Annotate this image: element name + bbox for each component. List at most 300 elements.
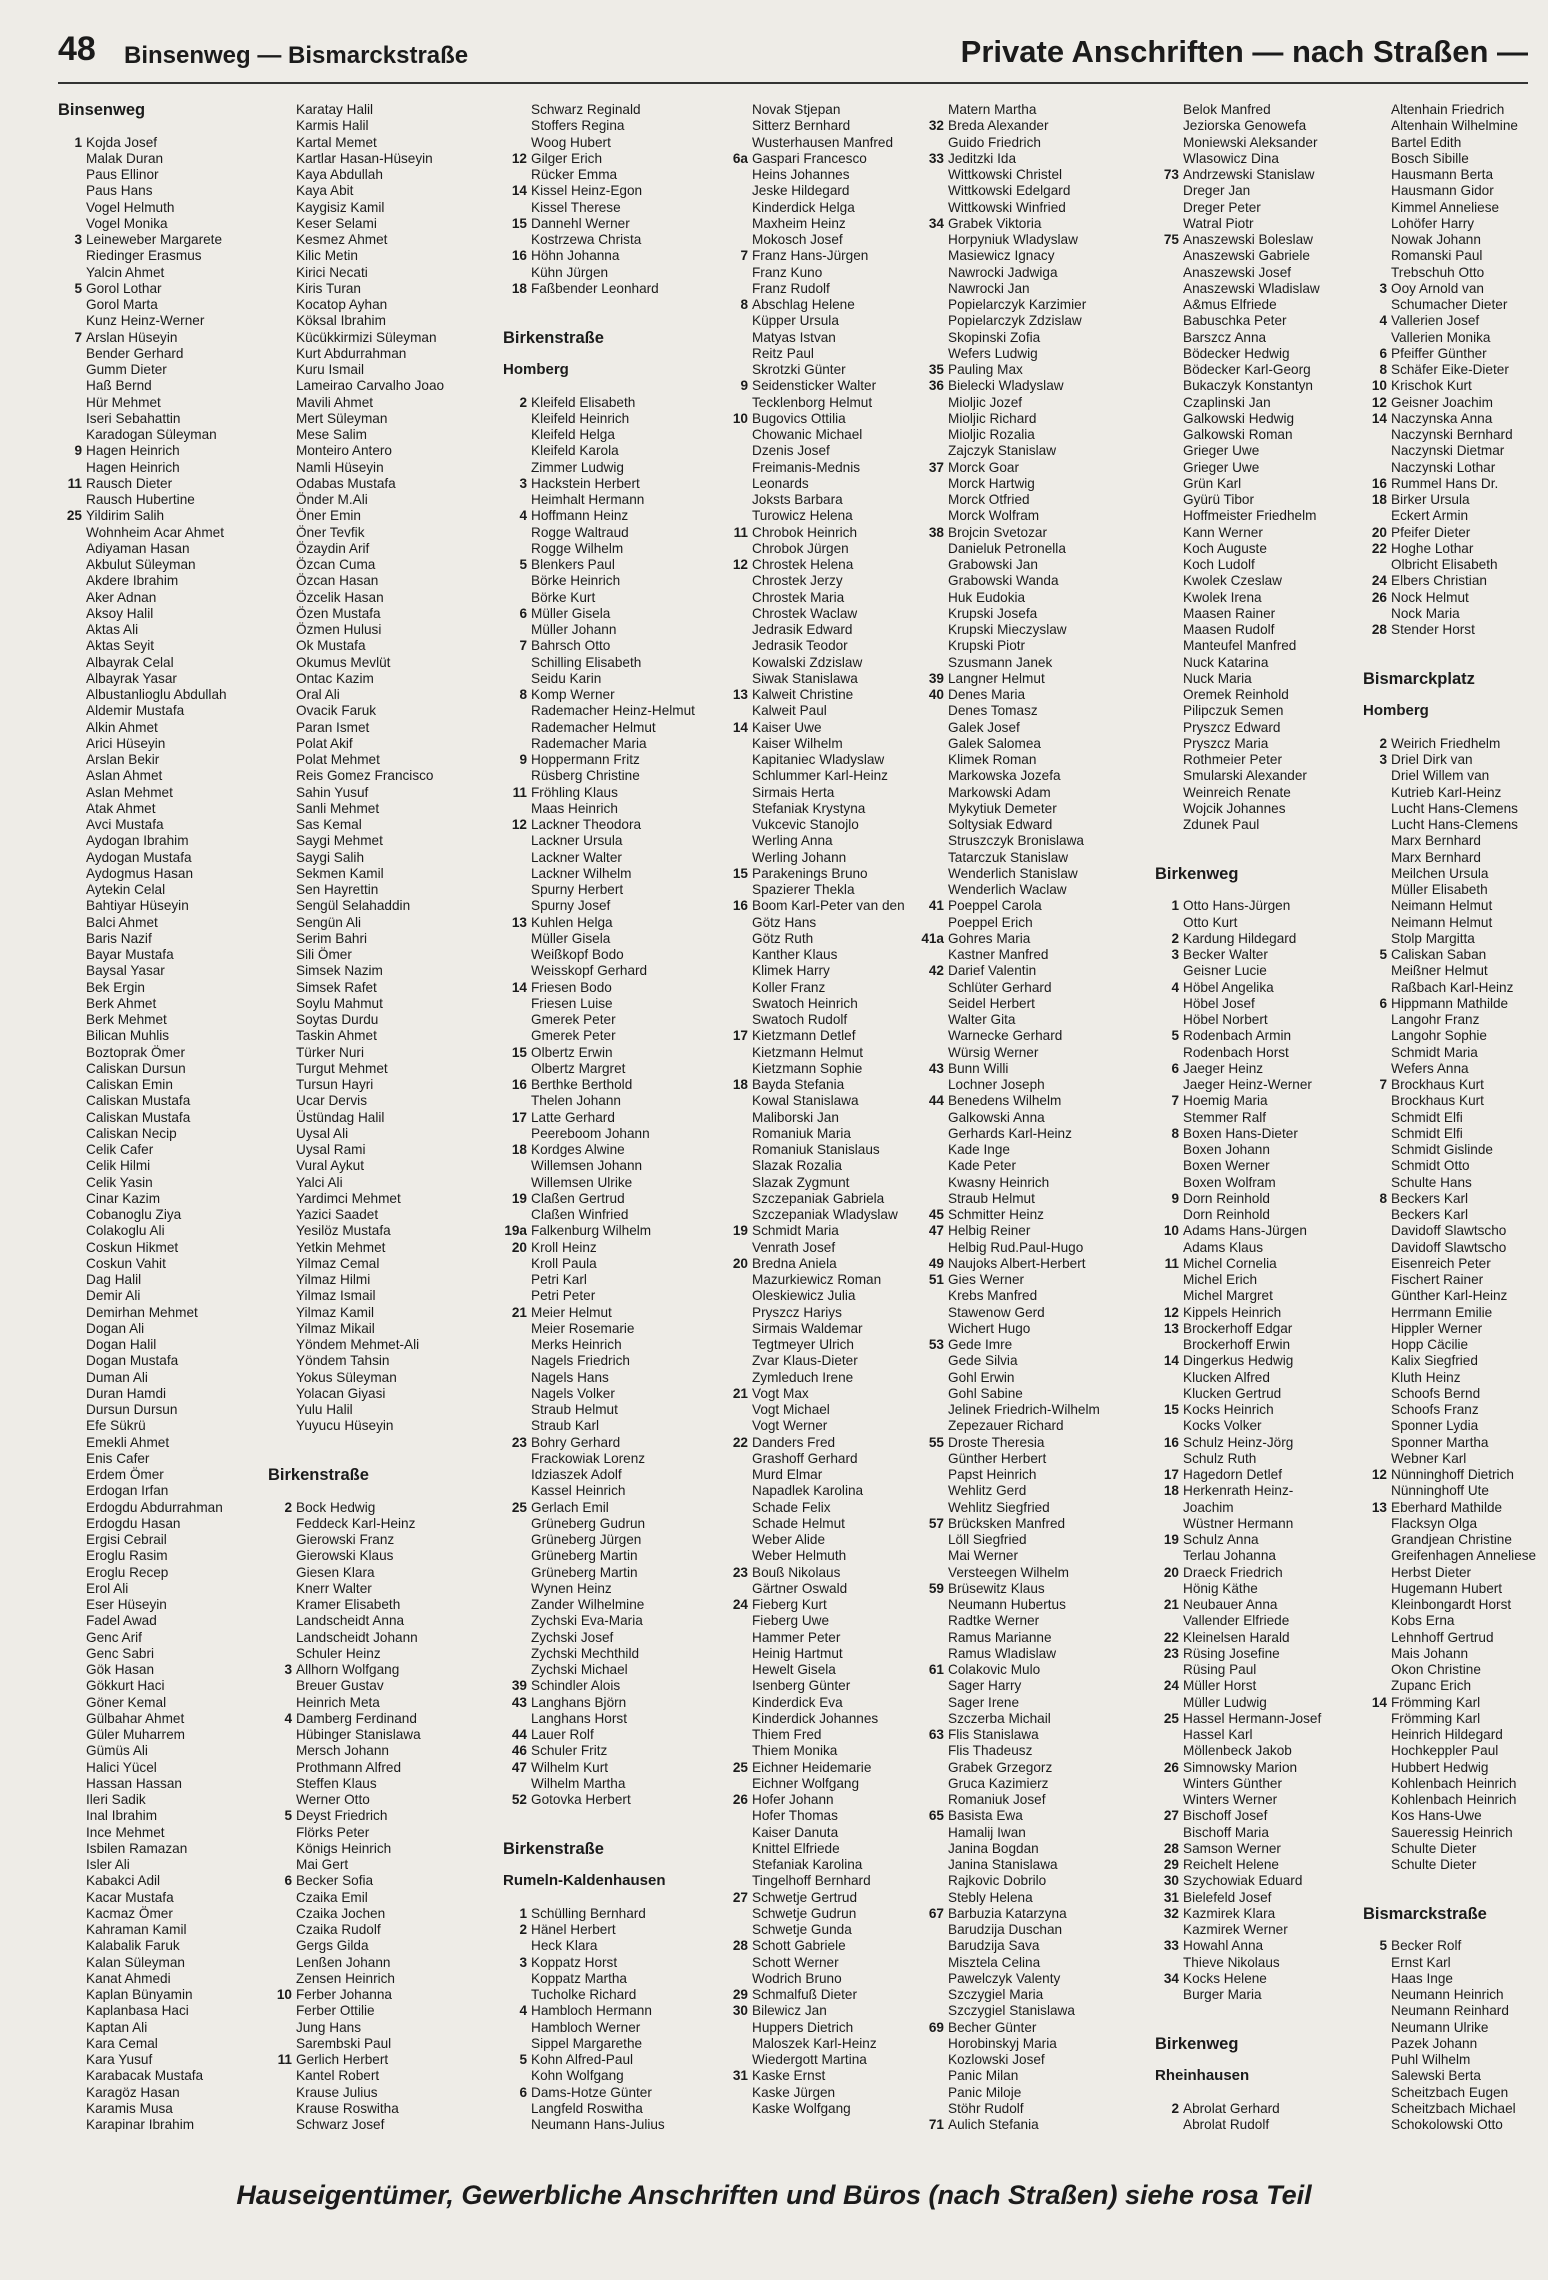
list-item: [268, 752, 478, 768]
house-number: 23: [511, 1434, 527, 1450]
list-item: [1155, 1256, 1365, 1272]
resident-name: Kobs Erna: [1391, 1613, 1455, 1629]
resident-name: Schwetje Gudrun: [752, 1905, 857, 1921]
resident-name: Yolacan Giyasi: [296, 1385, 386, 1401]
spacer: [268, 1483, 478, 1499]
resident-name: Gorol Marta: [86, 297, 158, 312]
directory-column: [724, 102, 934, 2117]
list-item: [920, 1142, 1130, 1158]
resident-name: Ileri Sadik: [86, 1792, 146, 1807]
list-item: [503, 768, 713, 784]
resident-name: Götz Ruth: [752, 930, 814, 946]
house-number: 10: [276, 1987, 292, 2002]
resident-name: Würsig Werner: [948, 1044, 1039, 1060]
resident-name: Tursun Hayri: [296, 1077, 374, 1092]
street-heading: Birkenweg: [1155, 864, 1239, 883]
resident-name: Höbel Norbert: [1183, 1012, 1268, 1027]
resident-name: Lohöfer Harry: [1391, 215, 1475, 231]
list-item: [268, 1971, 478, 1987]
resident-name: Weißkopf Bodo: [531, 947, 624, 962]
resident-name: Rummel Hans Dr.: [1391, 475, 1499, 491]
list-item: [268, 525, 478, 541]
resident-name: Kanat Ahmedi: [86, 1970, 171, 1986]
list-item: [503, 1175, 713, 1191]
resident-name: Versteegen Wilhelm: [948, 1564, 1069, 1580]
list-item: [920, 1110, 1130, 1126]
resident-name: Özcan Cuma: [296, 557, 376, 572]
resident-name: Heinrich Hildegard: [1391, 1727, 1503, 1742]
list-item: [1363, 1370, 1548, 1386]
resident-name: Bahtiyar Hüseyin: [86, 898, 189, 914]
resident-name: Schulz Anna: [1183, 1532, 1259, 1547]
resident-name: Eser Hüseyin: [86, 1597, 167, 1612]
list-item: [1363, 1418, 1548, 1434]
list-item: [1363, 135, 1548, 151]
resident-name: Huppers Dietrich: [752, 2019, 854, 2035]
house-number: 3: [519, 1954, 527, 1970]
list-item: [1155, 1158, 1365, 1174]
list-item: [724, 1695, 934, 1711]
list-item: [724, 1142, 934, 1158]
list-item: [58, 1565, 268, 1581]
resident-name: Flis Thadeusz: [948, 1743, 1033, 1759]
list-item: [503, 606, 713, 622]
house-number: 16: [1371, 475, 1387, 491]
list-item: [1363, 1223, 1548, 1239]
resident-name: Jung Hans: [296, 2019, 361, 2035]
resident-name: Schokolowski Otto: [1391, 2117, 1503, 2132]
house-number: 14: [1371, 410, 1387, 426]
resident-name: Yöndem Mehmet-Ali: [296, 1337, 420, 1352]
list-item: [724, 557, 934, 573]
list-item: [503, 898, 713, 914]
list-item: [920, 378, 1130, 394]
list-item: [503, 1207, 713, 1223]
list-item: [268, 1175, 478, 1191]
resident-name: Nagels Hans: [531, 1369, 609, 1385]
list-item: [58, 1256, 268, 1272]
resident-name: Wittkowski Winfried: [948, 199, 1066, 215]
resident-name: Gohl Erwin: [948, 1369, 1015, 1385]
resident-name: Zupanc Erich: [1391, 1678, 1472, 1694]
list-item: [268, 362, 478, 378]
list-item: [920, 850, 1130, 866]
resident-name: Skopinski Zofia: [948, 329, 1041, 345]
list-item: [1155, 638, 1365, 654]
resident-name: Paran Ismet: [296, 719, 370, 735]
list-item: [268, 1938, 478, 1954]
resident-name: Eichner Heidemarie: [752, 1759, 872, 1775]
list-item: [503, 1288, 713, 1304]
list-item: [920, 622, 1130, 638]
district-heading: Rumeln-Kaldenhausen: [503, 1872, 666, 1890]
resident-name: Pryszcz Edward: [1183, 719, 1281, 735]
list-item: [58, 395, 268, 411]
resident-name: Mioljic Rozalia: [948, 427, 1035, 442]
list-item: [1155, 362, 1365, 378]
resident-name: Gmerek Peter: [531, 1012, 616, 1027]
resident-name: Salewski Berta: [1391, 2068, 1481, 2084]
resident-name: Dag Halil: [86, 1272, 142, 1287]
list-item: [503, 1353, 713, 1369]
resident-name: Klucken Alfred: [1183, 1369, 1270, 1385]
resident-name: Chrostek Jerzy: [752, 573, 843, 589]
list-item: [724, 1240, 934, 1256]
resident-name: Kimmel Anneliese: [1391, 199, 1500, 215]
list-item: [503, 671, 713, 687]
resident-name: Landscheidt Johann: [296, 1629, 418, 1645]
resident-name: Grabek Grzegorz: [948, 1759, 1053, 1775]
resident-name: Matern Martha: [948, 102, 1037, 117]
list-item: [58, 281, 268, 297]
list-item: [1363, 1825, 1548, 1841]
resident-name: Kinderdick Eva: [752, 1694, 843, 1710]
resident-name: Kann Werner: [1183, 524, 1263, 540]
list-item: [1155, 915, 1365, 931]
house-number: 15: [1163, 1402, 1179, 1417]
list-item: [724, 1630, 934, 1646]
house-number: 49: [928, 1255, 944, 1271]
house-number: 32: [928, 118, 944, 134]
house-number: 22: [1163, 1629, 1179, 1645]
list-item: [1363, 622, 1548, 638]
list-item: [724, 1353, 934, 1369]
list-item: [724, 248, 934, 264]
resident-name: Karadogan Süleyman: [86, 427, 217, 442]
list-item: [58, 1727, 268, 1743]
list-item: [920, 1353, 1130, 1369]
list-item: [724, 1305, 934, 1321]
list-item: [920, 118, 1130, 134]
list-item: [724, 1207, 934, 1223]
resident-name: Neimann Helmut: [1391, 898, 1493, 914]
house-number: 13: [1163, 1320, 1179, 1336]
list-item: [1363, 2052, 1548, 2068]
list-item: [1155, 1012, 1365, 1028]
house-number: 30: [732, 2003, 748, 2019]
resident-name: Paus Hans: [86, 183, 153, 199]
list-item: [920, 492, 1130, 508]
house-number: 27: [1163, 1808, 1179, 1824]
list-item: [503, 1191, 713, 1207]
list-item: [920, 768, 1130, 784]
list-item: [503, 1467, 713, 1483]
resident-name: Fieberg Kurt: [752, 1597, 827, 1612]
list-item: [1363, 785, 1548, 801]
list-item: [268, 1857, 478, 1873]
resident-name: Skrotzki Günter: [752, 362, 846, 377]
list-item: [1155, 1516, 1365, 1532]
list-item: [1155, 1110, 1365, 1126]
resident-name: Sirmais Waldemar: [752, 1320, 863, 1336]
resident-name: Malak Duran: [86, 150, 164, 166]
resident-name: Ferber Johanna: [296, 1987, 392, 2002]
resident-name: Blenkers Paul: [531, 557, 615, 572]
list-item: [724, 833, 934, 849]
resident-name: Kirici Necati: [296, 264, 368, 280]
list-item: [503, 1532, 713, 1548]
list-item: [1155, 1678, 1365, 1694]
list-item: [58, 996, 268, 1012]
resident-name: Novak Stjepan: [752, 102, 841, 117]
resident-name: Hammer Peter: [752, 1629, 841, 1645]
resident-name: Kietzmann Sophie: [752, 1060, 863, 1076]
resident-name: Zajczyk Stanislaw: [948, 443, 1057, 459]
resident-name: Jeziorska Genowefa: [1183, 118, 1307, 134]
list-item: [58, 1467, 268, 1483]
house-number: 13: [511, 914, 527, 930]
list-item: [268, 265, 478, 281]
house-number: 5: [519, 2052, 527, 2067]
list-item: [724, 1061, 934, 1077]
resident-name: Marx Bernhard: [1391, 833, 1481, 849]
resident-name: Caliskan Dursun: [86, 1060, 186, 1076]
list-item: [920, 1045, 1130, 1061]
spacer: [1155, 882, 1365, 898]
list-item: [1155, 508, 1365, 524]
list-item: [58, 1646, 268, 1662]
spacer: [1363, 1890, 1548, 1906]
list-item: [503, 1110, 713, 1126]
resident-name: Kade Peter: [948, 1158, 1017, 1174]
list-item: [1155, 720, 1365, 736]
resident-name: Küpper Ursula: [752, 313, 839, 329]
resident-name: Morck Hartwig: [948, 475, 1035, 491]
list-item: [920, 297, 1130, 313]
house-number: 75: [1163, 232, 1179, 247]
house-number: 22: [732, 1434, 748, 1450]
directory-column: [268, 102, 478, 2133]
list-item: [58, 200, 268, 216]
resident-name: Giesen Klara: [296, 1564, 375, 1580]
list-item: [268, 541, 478, 557]
resident-name: Tingelhoff Bernhard: [752, 1873, 871, 1889]
resident-name: Zymleduch Irene: [752, 1369, 854, 1385]
resident-name: Seidensticker Walter: [752, 378, 877, 394]
house-number: 67: [928, 1905, 944, 1921]
list-item: [268, 1906, 478, 1922]
list-item: [268, 1678, 478, 1694]
resident-name: Elbers Christian: [1391, 573, 1487, 589]
list-item: [503, 638, 713, 654]
spacer: [503, 1808, 713, 1824]
directory-column: [1363, 102, 1548, 2133]
list-item: [1363, 1110, 1548, 1126]
resident-name: Sitterz Bernhard: [752, 118, 851, 134]
list-item: [920, 1857, 1130, 1873]
house-number: 9: [1171, 1190, 1179, 1206]
resident-name: Kazmirek Klara: [1183, 1905, 1276, 1921]
resident-name: Vallerien Josef: [1391, 313, 1480, 329]
resident-name: Friesen Bodo: [531, 979, 612, 995]
list-item: [1363, 1500, 1548, 1516]
list-item: [920, 1987, 1130, 2003]
resident-name: Kleifeld Karola: [531, 443, 619, 459]
list-item: [268, 866, 478, 882]
resident-name: Jeske Hildegard: [752, 183, 850, 199]
resident-name: Rademacher Helmut: [531, 719, 656, 735]
resident-name: Winters Werner: [1183, 1792, 1278, 1807]
resident-name: Schulz Ruth: [1183, 1450, 1257, 1466]
resident-name: Mert Süleyman: [296, 410, 388, 426]
house-number: 6a: [732, 150, 748, 166]
resident-name: Grabek Viktoria: [948, 215, 1042, 231]
resident-name: Kade Inge: [948, 1142, 1010, 1157]
resident-name: Mavili Ahmet: [296, 394, 374, 410]
resident-name: Gorol Lothar: [86, 280, 162, 296]
house-number: 11: [277, 2052, 292, 2067]
resident-name: Erdogdu Hasan: [86, 1515, 181, 1531]
resident-name: Colakovic Mulo: [948, 1662, 1041, 1677]
resident-name: Herkenrath Heinz-: [1183, 1483, 1294, 1499]
resident-name: Sponner Lydia: [1391, 1418, 1479, 1434]
list-item: [58, 687, 268, 703]
list-item: [1155, 2101, 1365, 2117]
resident-name: Chrobok Heinrich: [752, 524, 858, 540]
resident-name: Nawrocki Jadwiga: [948, 264, 1058, 280]
resident-name: Maloszek Karl-Heinz: [752, 2035, 877, 2051]
resident-name: Bilican Muhlis: [86, 1028, 170, 1044]
house-number: 7: [519, 638, 527, 654]
resident-name: Becker Sofia: [296, 1873, 374, 1889]
list-item: [724, 118, 934, 134]
list-item: [724, 720, 934, 736]
resident-name: Wilhelm Kurt: [531, 1759, 609, 1775]
resident-name: Rüsing Paul: [1183, 1662, 1257, 1677]
list-item: [268, 102, 478, 118]
resident-name: Zimmer Ludwig: [531, 459, 624, 475]
resident-name: Oremek Reinhold: [1183, 687, 1289, 702]
list-item: [268, 1045, 478, 1061]
resident-name: Wehlitz Siegfried: [948, 1499, 1050, 1515]
list-item: [1155, 216, 1365, 232]
resident-name: Yilmaz Hilmi: [296, 1272, 371, 1287]
list-item: [503, 248, 713, 264]
resident-name: Abschlag Helene: [752, 297, 855, 312]
resident-name: Zdunek Paul: [1183, 817, 1260, 832]
list-item: [1363, 1808, 1548, 1824]
resident-name: Zychski Michael: [531, 1662, 628, 1677]
resident-name: Breda Alexander: [948, 118, 1049, 134]
resident-name: Gilger Erich: [531, 150, 603, 166]
house-number: 39: [928, 670, 944, 686]
list-item: [58, 1987, 268, 2003]
list-item: [58, 460, 268, 476]
list-item: [724, 492, 934, 508]
resident-name: Kalan Süleyman: [86, 1954, 185, 1970]
resident-name: Aktas Ali: [86, 622, 139, 637]
list-item: [920, 232, 1130, 248]
list-item: [1155, 1207, 1365, 1223]
resident-name: Barudzija Sava: [948, 1938, 1040, 1954]
resident-name: Gotovka Herbert: [531, 1792, 631, 1807]
resident-name: Vallender Elfriede: [1183, 1613, 1290, 1629]
resident-name: Mykytiuk Demeter: [948, 800, 1057, 816]
list-item: [724, 1467, 934, 1483]
resident-name: Vallerien Monika: [1391, 329, 1491, 345]
list-item: [724, 1971, 934, 1987]
resident-name: Rausch Hubertine: [86, 492, 195, 507]
resident-name: Samson Werner: [1183, 1840, 1281, 1856]
list-item: [58, 427, 268, 443]
spacer: [503, 1857, 713, 1873]
resident-name: Dingerkus Hedwig: [1183, 1353, 1294, 1369]
resident-name: Lauer Rolf: [531, 1727, 594, 1742]
list-item: [503, 525, 713, 541]
list-item: [1363, 1662, 1548, 1678]
resident-name: Vogt Max: [752, 1385, 809, 1401]
list-item: [920, 362, 1130, 378]
list-item: [920, 1873, 1130, 1889]
list-item: [268, 1110, 478, 1126]
list-item: [1363, 2101, 1548, 2117]
list-item: [1155, 1028, 1365, 1044]
resident-name: Gierowski Klaus: [296, 1548, 394, 1564]
list-item: [58, 915, 268, 931]
list-item: [503, 850, 713, 866]
list-item: [724, 638, 934, 654]
resident-name: Polat Mehmet: [296, 752, 380, 767]
list-item: [503, 785, 713, 801]
resident-name: Swatoch Heinrich: [752, 995, 858, 1011]
resident-name: Hewelt Gisela: [752, 1662, 836, 1677]
list-item: [724, 443, 934, 459]
list-item: [58, 1207, 268, 1223]
list-item: [1363, 1305, 1548, 1321]
resident-name: Yuyucu Hüseyin: [296, 1418, 394, 1434]
list-item: [58, 736, 268, 752]
list-item: [920, 931, 1130, 947]
list-item: [1363, 1971, 1548, 1987]
list-item: [724, 346, 934, 362]
list-item: [724, 102, 934, 118]
list-item: [920, 2052, 1130, 2068]
list-item: [58, 1337, 268, 1353]
house-number: 28: [1163, 1840, 1179, 1856]
list-item: [1155, 1532, 1365, 1548]
house-number: 10: [732, 410, 748, 426]
resident-name: Kroll Paula: [531, 1255, 597, 1271]
list-item: [724, 330, 934, 346]
resident-name: Zychski Josef: [531, 1629, 614, 1645]
list-item: [1155, 378, 1365, 394]
resident-name: Wodrich Bruno: [752, 1970, 842, 1986]
resident-name: Kohlenbach Heinrich: [1391, 1792, 1517, 1807]
resident-name: Karapinar Ibrahim: [86, 2117, 195, 2132]
resident-name: Grabowski Wanda: [948, 573, 1059, 589]
resident-name: Anaszewski Wladislaw: [1183, 280, 1320, 296]
resident-name: Caliskan Saban: [1391, 947, 1487, 962]
list-item: [1363, 1191, 1548, 1207]
list-item: [503, 1581, 713, 1597]
resident-name: Kastner Manfred: [948, 947, 1049, 962]
resident-name: Herbst Dieter: [1391, 1564, 1472, 1580]
list-item: [503, 1045, 713, 1061]
list-item: [503, 265, 713, 281]
resident-name: Grieger Uwe: [1183, 459, 1260, 475]
list-item: [724, 508, 934, 524]
resident-name: Greifenhagen Anneliese: [1391, 1548, 1537, 1564]
list-item: [1155, 2117, 1365, 2133]
list-item: [1363, 947, 1548, 963]
resident-name: Jedrasik Teodor: [752, 638, 848, 654]
list-item: [920, 801, 1130, 817]
list-item: [503, 752, 713, 768]
list-item: [724, 1321, 934, 1337]
list-item: [268, 638, 478, 654]
resident-name: Misztela Celina: [948, 1954, 1041, 1970]
list-item: [1363, 915, 1548, 931]
